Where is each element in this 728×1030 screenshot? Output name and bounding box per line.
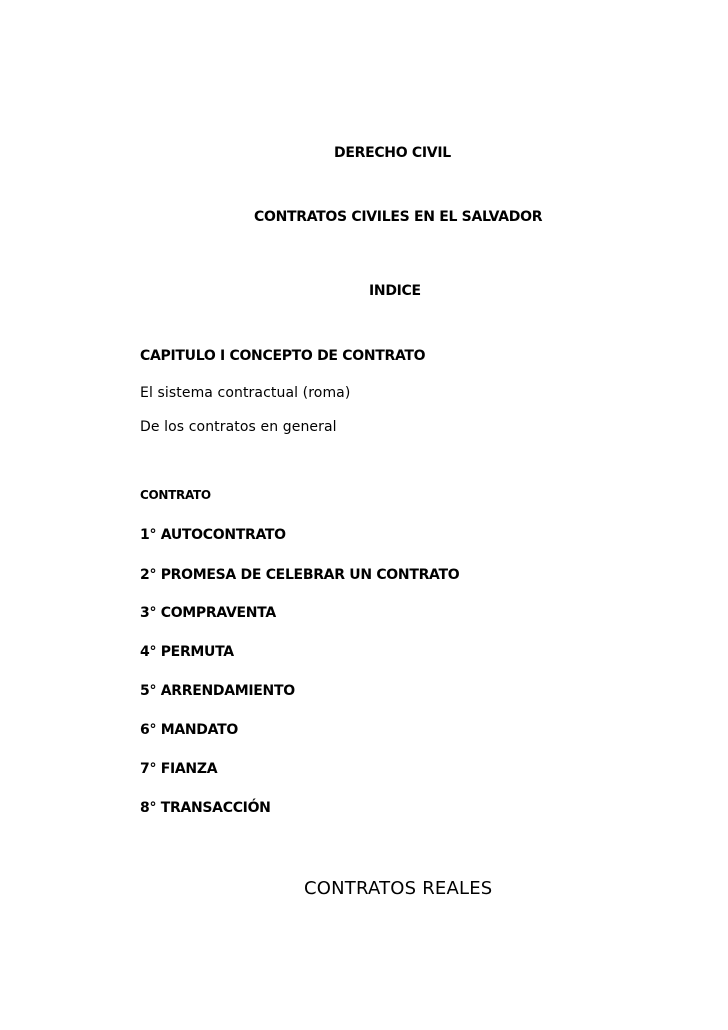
contract-list-item: 6° MANDATO	[140, 722, 238, 738]
index-heading: INDICE	[369, 283, 421, 299]
chapter-heading: CAPITULO I CONCEPTO DE CONTRATO	[140, 348, 426, 364]
chapter-item: De los contratos en general	[140, 419, 337, 435]
contract-list-item: 7° FIANZA	[140, 761, 218, 777]
chapter-item: El sistema contractual (roma)	[140, 385, 351, 401]
contract-list-item: 2° PROMESA DE CELEBRAR UN CONTRATO	[140, 567, 460, 583]
contract-list-item: 5° ARRENDAMIENTO	[140, 683, 295, 699]
document-subtitle: CONTRATOS CIVILES EN EL SALVADOR	[254, 209, 543, 225]
contract-list-item: 3° COMPRAVENTA	[140, 605, 276, 621]
contract-list-item: 4° PERMUTA	[140, 644, 234, 660]
contract-list-item: 1° AUTOCONTRATO	[140, 527, 286, 543]
document-title: DERECHO CIVIL	[334, 145, 451, 161]
contract-list-item: 8° TRANSACCIÓN	[140, 800, 271, 816]
section-heading: CONTRATO	[140, 488, 211, 502]
footer-heading: CONTRATOS REALES	[304, 878, 493, 899]
